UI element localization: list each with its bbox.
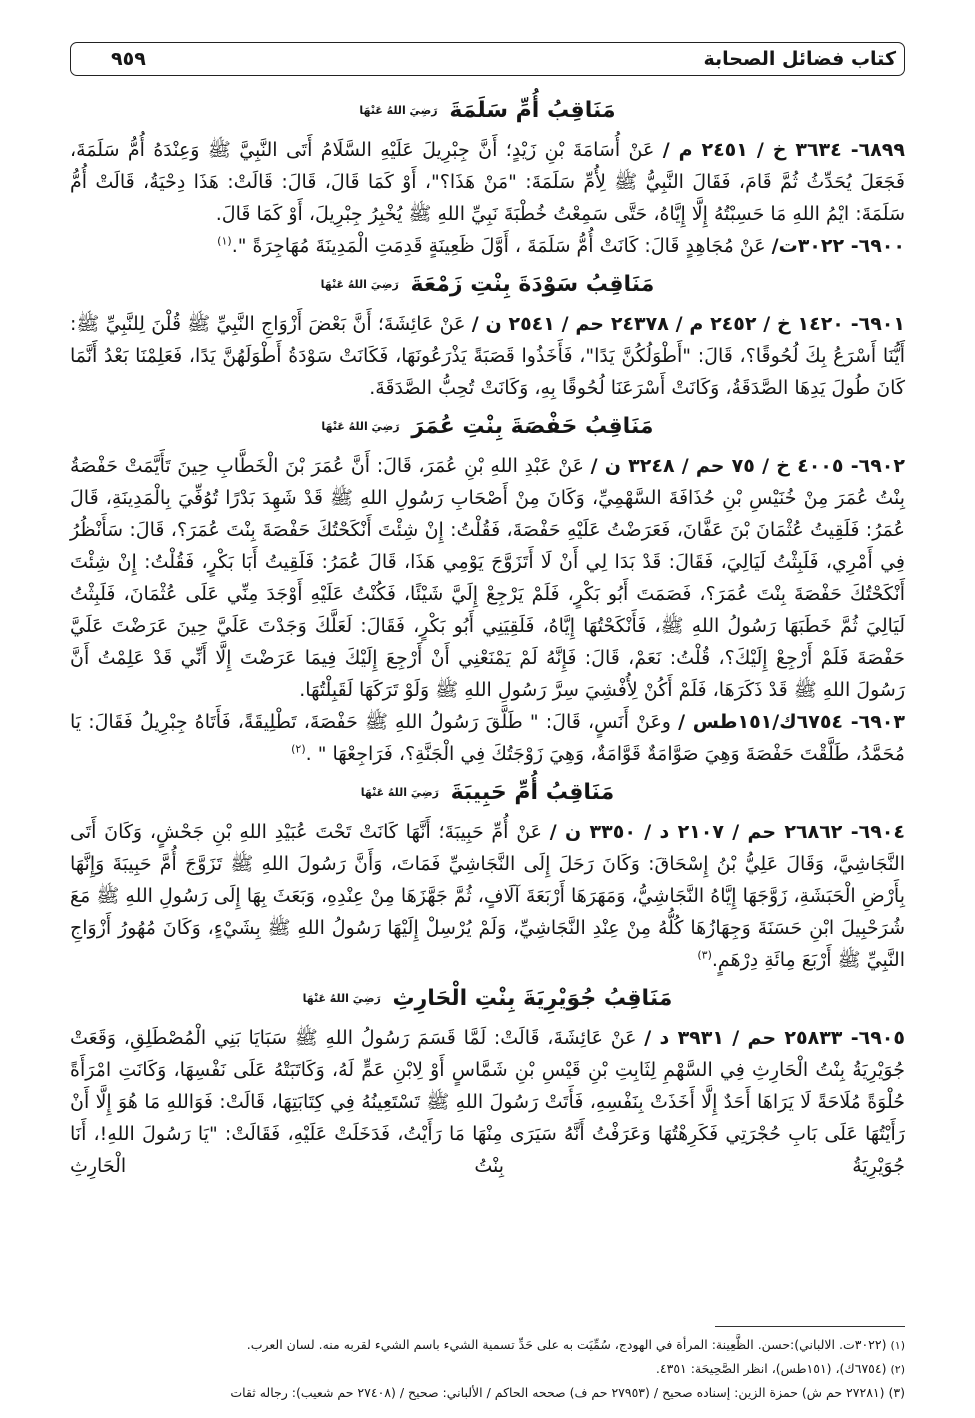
footnote — [70, 1357, 905, 1381]
section-title-text: مَنَاقِبُ جُوَيْرِيَةَ بِنْتِ الْحَارِثِ — [392, 986, 673, 1011]
honorific-mark: رَضِيَ اللهُ عَنْهَا — [359, 104, 438, 117]
main-text — [70, 88, 905, 1182]
section-title — [70, 776, 905, 810]
footnote-marker: (٢) — [291, 742, 306, 756]
hadith-text: عَنْ عَبْدِ اللهِ بْنِ عُمَرَ، قَالَ: أَنَّ عُمَرَ بْنَ الْخَطَّابِ حِينَ تَأَيَّمَتْ حَفْصَةُ بِنْتُ عُمَرَ مِنْ خُنَيْسِ بْنِ حُذَافَةَ السَّهْمِيِّ، وَكَانَ مِنْ أَصْحَابِ رَسُولِ اللهِ ﷺ قَدْ شَهِدَ بَدْرًا تُوُفِّيَ بِالْمَدِينَةِ، قَالَ عُمَرُ: فَلَقِيتُ عُثْمَانَ بْنَ عَفَّانَ، فَعَرَضْتُ عَلَيْهِ حَفْصَةَ، فَقُلْتُ: إِنْ شِئْتَ أَنْكَحْتُكَ حَفْصَةَ بِنْتَ عُمَرَ؟، قَالَ: سَأَنْظُرُ فِي أَمْرِي، فَلَبِثْتُ لَيَالِيَ، فَقَالَ: قَدْ بَدَا لِي أَنْ لَا أَتَزَوَّجَ يَوْمِي هَذَا، قَالَ عُمَرُ: فَلَقِيتُ أَبَا بَكْرٍ، فَقُلْتُ: إِنْ شِئْتَ أَنْكَحْتُكَ حَفْصَةَ بِنْتَ عُمَرَ؟، فَصَمَتَ أَبُو بَكْرٍ، فَلَمْ يَرْجِعْ إِلَيَّ شَيْئًا، فَكُنْتُ عَلَيْهِ أَوْجَدَ مِنِّي عَلَى عُثْمَانَ، فَلَبِثْتُ لَيَالِيَ ثُمَّ خَطَبَهَا رَسُولُ اللهِ ﷺ، فَأَنْكَحْتُهَا إِيَّاهُ، فَلَقِيَنِي أَبُو بَكْرٍ، فَقَالَ: لَعَلَّكَ وَجَدْتَ عَلَيَّ حِينَ عَرَضْتَ عَلَيَّ حَفْصَةَ فَلَمْ أَرْجِعْ إِلَيْكَ؟، قُلْتُ: نَعَمْ، قَالَ: فَإِنَّهُ لَمْ يَمْنَعْنِي أَنْ أَرْجِعَ إِلَيْكَ فِيمَا عَرَضْتَ إِلَّا أَنِّي قَدْ عَلِمْتُ أَنَّ رَسُولَ اللهِ ﷺ قَدْ ذَكَرَهَا، فَلَمْ أَكُنْ لِأُفْشِيَ سِرَّ رَسُولِ اللهِ ﷺ وَلَوْ تَرَكَهَا لَقَبِلْتُهَا. — [70, 455, 905, 701]
hadith-reference: ٦٩٠٢- ٤٠٠٥ خ / ٧٥ حم / ٣٢٤٨ ن / — [590, 455, 905, 477]
section-title — [70, 982, 905, 1016]
footnote — [70, 1381, 905, 1404]
section-title-text: مَنَاقِبُ أُمِّ سَلَمَةَ — [449, 98, 616, 123]
hadith-paragraph — [70, 134, 905, 230]
section-title-text: مَنَاقِبُ حَفْصَةَ بِنْتِ عُمَرَ — [411, 414, 654, 439]
book-title: كتاب فضائل الصحابة — [703, 48, 896, 70]
section-title — [70, 94, 905, 128]
footnote-number: (٣) — [888, 1385, 905, 1400]
hadith-paragraph — [70, 706, 905, 770]
hadith-reference: ٦٩٠٣- ٦٧٥٤ك/١٥١طس / — [678, 711, 905, 733]
footnotes — [70, 1326, 905, 1404]
running-header — [70, 42, 905, 76]
hadith-text: عَنْ عَائِشَةَ، قَالَتْ: لَمَّا قَسَمَ رَسُولُ اللهِ ﷺ سَبَايَا بَنِي الْمُصْطَلِقِ، وَقَعَتْ جُوَيْرِيَةُ بِنْتُ الْحَارِثِ فِي السَّهْمِ لِثَابِتِ بْنِ قَيْسِ بْنِ شَمَّاسٍ أَوْ لِابْنِ عَمٍّ لَهُ، وَكَاتَبَتْهُ عَلَى نَفْسِهَا، وَكَانَتِ امْرَأَةً حُلْوَةً مُلَاحَةً لَا يَرَاهَا أَحَدٌ إِلَّا أَخَذَتْ بِنَفْسِهِ، فَأَتَتْ رَسُولَ اللهِ ﷺ تَسْتَعِينُهُ فِي كِتَابَتِهَا، قَالَتْ: فَوَاللهِ مَا هُوَ إِلَّا أَنْ رَأَيْتُهَا عَلَى بَابِ حُجْرَتِي فَكَرِهْتُهَا وَعَرَفْتُ أَنَّهُ سَيَرَى مِنْهَا مَا رَأَيْتُ، فَدَخَلَتْ عَلَيْهِ، فَقَالَتْ: "يَا رَسُولَ اللهِ!، أَنَا جُوَيْرِيَةُ بِنْتُ الْحَارِثِ — [70, 1027, 905, 1177]
hadith-text: وعَنْ أَنَسٍ، قَالَ: " طَلَّقَ رَسُولُ اللهِ ﷺ حَفْصَةَ، تَطْلِيقَةً، فَأَتَاهُ جِبْرِيلُ فَقَالَ: يَا مُحَمَّدُ، طَلَّقْتَ حَفْصَةَ وَهِيَ صَوَّامَةٌ قَوَّامَةٌ، وَهِيَ زَوْجَتُكَ فِي الْجَنَّةِ؟، فَرَاجِعْهَا " . — [70, 711, 905, 765]
hadith-text: عَنْ عَائِشَةَ؛ أَنَّ بَعْضَ أَزْوَاجِ النَّبِيِّ ﷺ قُلْنَ لِلنَّبِيِّ ﷺ: أَيُّنَا أَسْرَعُ بِكَ لُحُوقًا؟، قَالَ: "أَطْوَلُكُنَّ يَدًا"، فَأَخَذُوا قَصَبَةً يَذْرَعُونَهَا، فَكَانَتْ سَوْدَةُ أَطْوَلَهُنَّ يَدًا، فَعَلِمْنَا بَعْدُ أَنَّمَا كَانَ طُولَ يَدِهَا الصَّدَقَةُ، وَكَانَتْ أَسْرَعَنَا لُحُوقًا بِهِ، وَكَانَتْ تُحِبُّ الصَّدَقَةَ. — [70, 313, 905, 399]
section-title-text: مَنَاقِبُ سَوْدَةَ بِنْتِ زَمْعَةَ — [410, 272, 655, 297]
footnote-number: (٢) — [890, 1363, 905, 1376]
section-title — [70, 268, 905, 302]
honorific-mark: رَضِيَ اللهُ عَنْهَا — [360, 786, 439, 799]
hadith-text: عَنْ مُجَاهِدٍ قَالَ: كَانَتْ أُمُّ سَلَمَةَ ، أَوَّلَ ظَعِينَةٍ قَدِمَتِ الْمَدِينَةَ مُهَاجِرَةً ". — [231, 235, 766, 257]
honorific-mark: رَضِيَ اللهُ عَنْهَا — [321, 420, 400, 433]
footnote — [70, 1333, 905, 1357]
page-number: ٩٥٩ — [111, 48, 146, 70]
hadith-reference: ٦٨٩٩- ٣٦٣٤ خ / ٢٤٥١ م / — [662, 139, 905, 161]
footnote-text: (٢٧٢٨١ حم ش) حمزة الزين: إسناده صحيح / (٢٧٩٥٣ حم ف) صححه الحاكم / الألباني: صحيح / (٢٧٤٠٨ حم شعيب): رجاله ثقات — [230, 1385, 885, 1400]
hadith-reference: ٦٩٠٠- ٣٠٢٢ت/ — [771, 235, 905, 257]
hadith-reference: ٦٩٠٤- ٢٦٨٦٢ حم / ٢١٠٧ د / ٣٣٥٠ ن / — [549, 821, 905, 843]
hadith-paragraph — [70, 816, 905, 976]
footnote-number: (١) — [890, 1339, 905, 1352]
hadith-paragraph — [70, 450, 905, 706]
honorific-mark: رَضِيَ اللهُ عَنْهَا — [302, 992, 381, 1005]
hadith-paragraph — [70, 230, 905, 262]
hadith-text: عَنْ أُمِّ حَبِيبَةَ؛ أَنَّهَا كَانَتْ تَحْتَ عُبَيْدِ اللهِ بْنِ جَحْشٍ، وَكَانَ أَتَى النَّجَاشِيَّ، وَقَالَ عَلِيُّ بْنُ إِسْحَاقَ: وَكَانَ رَحَلَ إِلَى النَّجَاشِيِّ فَمَاتَ، وَأَنَّ رَسُولَ اللهِ ﷺ تَزَوَّجَ أُمَّ حَبِيبَةَ وَإِنَّهَا بِأَرْضِ الْحَبَشَةِ، زَوَّجَهَا إِيَّاهُ النَّجَاشِيُّ، وَمَهَرَهَا أَرْبَعَةَ آلَافٍ، ثُمَّ جَهَّزَهَا مِنْ عِنْدِهِ، وَبَعَثَ بِهَا إِلَى رَسُولِ اللهِ ﷺ مَعَ شُرَحْبِيلَ ابْنِ حَسَنَةَ وَجِهَازُهَا كُلُّهُ مِنْ عِنْدِ النَّجَاشِيِّ، وَلَمْ يُرْسِلْ إِلَيْهَا رَسُولُ اللهِ ﷺ بِشَيْءٍ، وَكَانَ مُهُورُ أَزْوَاجِ النَّبِيِّ ﷺ أَرْبَعَ مِائَةِ دِرْهَمٍ. — [70, 821, 905, 971]
hadith-paragraph — [70, 308, 905, 404]
footnote-marker: (١) — [217, 234, 232, 248]
section-title-text: مَنَاقِبُ أُمِّ حَبِيبَةَ — [450, 780, 615, 805]
section-title — [70, 410, 905, 444]
hadith-reference: ٦٩٠١- ١٤٢٠ خ / ٢٤٥٢ م / ٢٤٣٧٨ حم / ٢٥٤١ ن / — [471, 313, 905, 335]
hadith-reference: ٦٩٠٥- ٢٥٨٣٣ حم / ٣٩٣١ د / — [644, 1027, 905, 1049]
hadith-paragraph — [70, 1022, 905, 1182]
footnote-marker: (٣) — [697, 948, 712, 962]
hadith-text: عَنْ أُسَامَةَ بْنِ زَيْدٍ؛ أَنَّ جِبْرِيلَ عَلَيْهِ السَّلَامُ أَتَى النَّبِيَّ ﷺ وَعِنْدَهُ أُمُّ سَلَمَةَ، فَجَعَلَ يُحَدِّثُ ثُمَّ قَامَ، فَقَالَ النَّبِيُّ ﷺ لِأُمِّ سَلَمَةَ: "مَنْ هَذَا؟"، أَوْ كَمَا قَالَ، قَالَ: قَالَتْ: هَذَا دِحْيَةُ، قَالَتْ أُمُّ سَلَمَةَ: ايْمُ اللهِ مَا حَسِبْتُهُ إِلَّا إِيَّاهُ، حَتَّى سَمِعْتُ خُطْبَةَ نَبِيِّ اللهِ ﷺ يُخْبِرُ جِبْرِيلَ، أَوْ كَمَا قَالَ. — [70, 139, 905, 225]
honorific-mark: رَضِيَ اللهُ عَنْهَا — [320, 278, 399, 291]
footnote-separator — [715, 1326, 905, 1327]
footnote-text: (٦٧٥٤ك)، (١٥١طس)، انظر الصَّحِيحَة: ٤٣٥١. — [655, 1361, 887, 1376]
footnote-text: (٣٠٢٢ت. الالباني):حسن. الظَّعِينة: المرأة في الهودج، سُمِّيَت به على حَدِّ تسمية الشيء باسم الشيء لقربه منه. لسان العرب. — [246, 1337, 887, 1352]
